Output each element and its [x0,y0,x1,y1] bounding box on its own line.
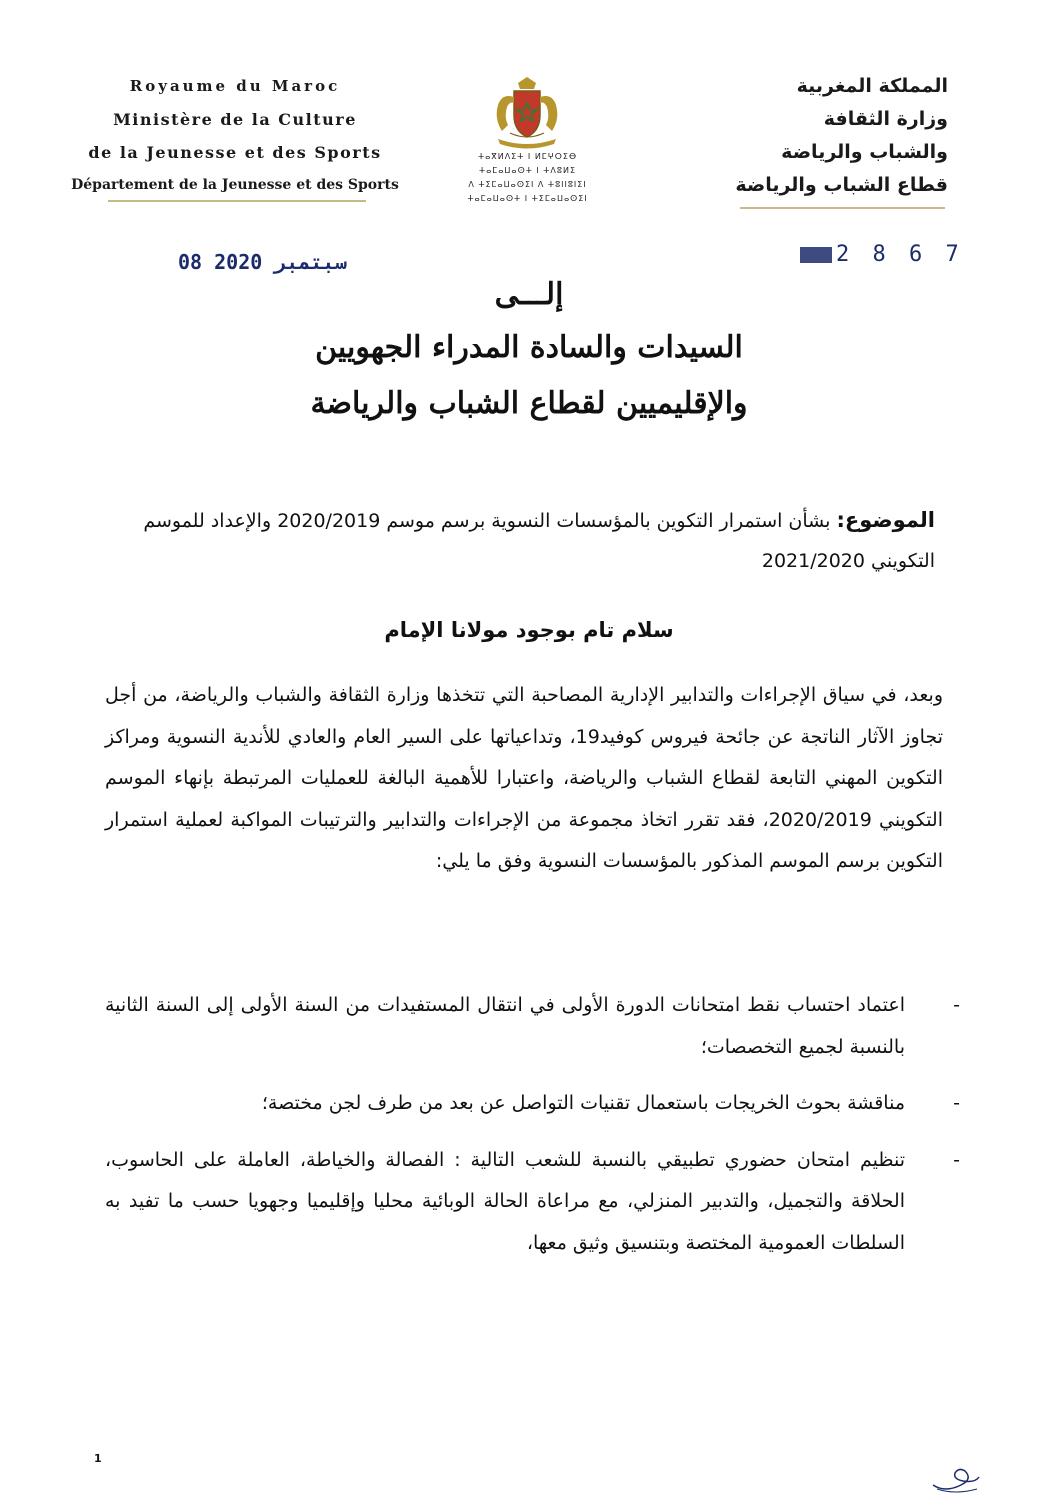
reference-stamp-mark-icon [800,247,832,263]
header-fr-line-4: Département de la Jeunesse et des Sports [71,177,399,193]
signature-initials-icon [925,1455,985,1495]
header-tifinagh [440,150,615,206]
reference-stamp [800,242,964,267]
bullet-marker: - [953,1148,960,1171]
bullet-marker: - [953,1092,960,1114]
list-item-text: مناقشة بحوث الخريجات باستعمال تقنيات التواصل عن بعد من طرف لجن مختصة؛ [261,1092,905,1114]
tifinagh-line-1: ⵜⴰⴳⵍⴷⵉⵜ ⵏ ⵍⵎⵖⵔⵉⴱ [477,152,578,161]
header-french [60,70,410,202]
subject-label: الموضوع: [836,508,935,532]
header-ar-line-2: وزارة الثقافة [823,108,948,130]
royal-crest-icon [480,75,575,150]
body-paragraph: وبعد، في سياق الإجراءات والتدابير الإدارية المصاحبة التي تتخذها وزارة الثقافة والشباب والرياضة، من أجل تجاوز الآثار الناتجة عن جائحة فيروس كوفيد19، وتداعياتها على السير العام والعادي للأندية النسوية ومراكز التكوين المهني التابعة لقطاع الشباب والرياضة، واعتبارا للأهمية البالغة للعمليات المرتبطة بإنهاء الموسم التكويني 2020/2019، فقد تقرر اتخاذ مجموعة من الإجراءات والتدابير والترتيبات المواكبة لعملية استمرار التكوين برسم الموسم المذكور بالمؤسسات النسوية وفق ما يلي: [105,684,944,872]
subject-text: بشأن استمرار التكوين بالمؤسسات النسوية برسم موسم 2020/2019 والإعداد للموسم التكويني 2021/2020 [143,510,935,572]
header-ar-line-1: المملكة المغربية [796,75,948,97]
bullet-marker: - [953,994,960,1016]
header-ar-line-3: والشباب والرياضة [781,141,948,163]
list-item [105,985,960,1068]
list-item [105,1083,960,1125]
recipient-line-2: والإقليميين لقطاع الشباب والرياضة [310,386,748,421]
greeting: سلام تام بوجود مولانا الإمام [384,618,674,642]
header-fr-line-1: Royaume du Maroc [129,77,341,95]
header-arabic [688,70,948,202]
page-number: 1 [94,1452,102,1465]
subject [100,500,935,581]
recipient-to: إلـــى [494,277,564,312]
header-fr-line-3: de la Jeunesse et des Sports [88,143,382,162]
list-item-text: تنظيم امتحان حضوري تطبيقي بالنسبة للشعب التالية : الفصالة والخياطة، العاملة على الحاسوب، الحلاقة والتجميل، والتدبير المنزلي، مع مراعاة الحالة الوبائية محليا وإقليميا وجهويا حسب ما تفيد به السلطات العمومية المختصة وبتنسيق وثيق معها، [105,1148,905,1254]
tifinagh-line-2: ⵜⴰⵎⴰⵡⴰⵙⵜ ⵏ ⵜⴷⵓⵍⵉ [478,166,577,175]
header-fr-line-2: Ministère de la Culture [113,110,357,129]
header-ar-line-4: قطاع الشباب والرياضة [735,174,948,196]
recipients-block [200,270,858,432]
list-item [105,1140,960,1265]
tifinagh-line-4: ⵜⴰⵎⴰⵡⴰⵙⵜ ⵏ ⵜⵉⵎⴰⵡⴰⵙⵉⵏ [467,194,588,203]
header-fr-rule [108,200,366,202]
recipient-line-1: السيدات والسادة المدراء الجهويين [315,330,743,365]
reference-number: 2 8 6 7 [836,242,964,267]
header-ar-rule [740,207,945,209]
list-item-text: اعتماد احتساب نقط امتحانات الدورة الأولى في انتقال المستفيدات من السنة الأولى إلى السنة الثانية بالنسبة لجميع التخصصات؛ [105,994,905,1058]
tifinagh-line-3: ⴷ ⵜⵉⵎⴰⵡⴰⵙⵉⵏ ⴷ ⵜⵓⵏⵏⵓⵏⵉⵏ [468,180,587,189]
measures-list [105,985,960,1279]
date-stamp: 08 سبتمبر 2020 [178,250,347,274]
